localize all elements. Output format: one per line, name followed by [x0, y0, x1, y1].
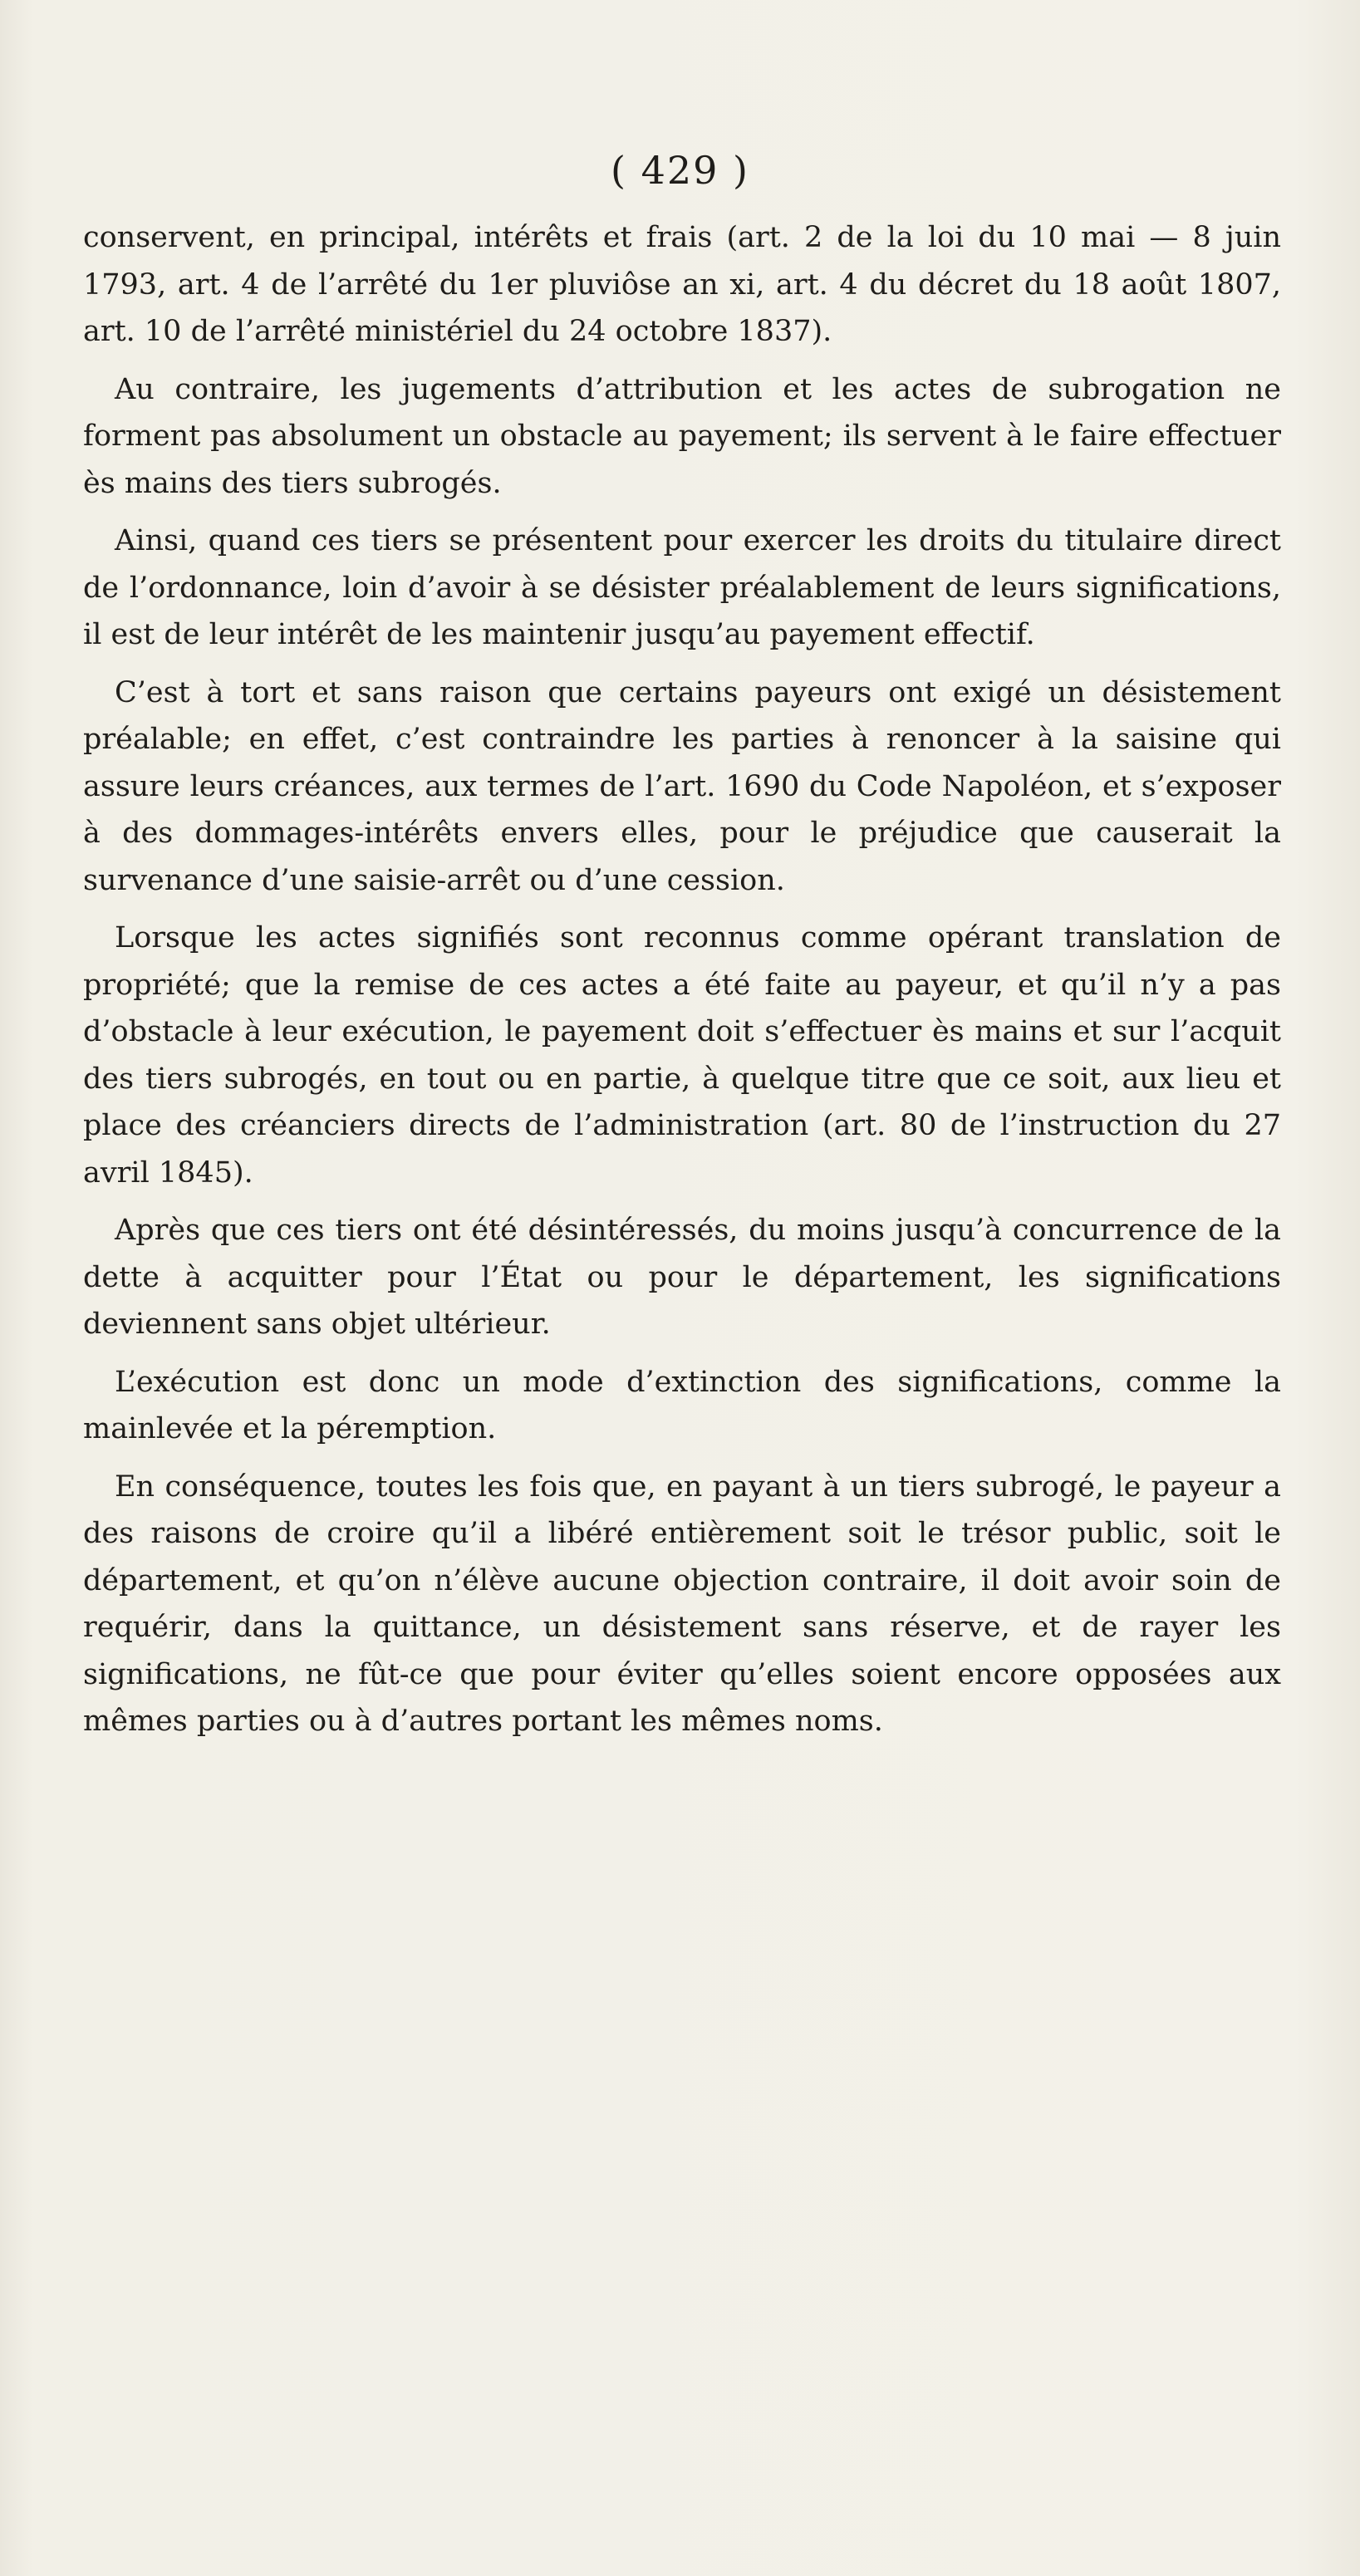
paragraph-5: Lorsque les actes signifiés sont reconnus comme opérant translation de propriété; que la remise de ces actes a été faite au payeur, et qu’il n’y a pas d’obstacle à leur exécution, le payement doit s’effectuer ès mains et sur l’acquit des tiers subrogés, en tout ou en partie, à quelque titre que ce soit, aux lieu et place des créanciers directs de l’administration (art. 80 de l’instruction du 27 avril 1845).	[83, 921, 1281, 1190]
paragraph-8: En conséquence, toutes les fois que, en payant à un tiers subrogé, le payeur a des raisons de croire qu’il a libéré entièrement soit le trésor public, soit le département, et qu’on n’élève aucune objection contraire, il doit avoir soin de requérir, dans la quittance, un désistement sans réserve, et de rayer les significations, ne fût-ce que pour éviter qu’elles soient encore opposées aux mêmes parties ou à d’autres portant les mêmes noms.	[83, 1470, 1281, 1738]
paragraph-1: conservent, en principal, intérêts et frais (art. 2 de la loi du 10 mai — 8 juin 1793, art. 4 de l’arrêté du 1er pluviôse an xi, art. 4 du décret du 18 août 1807, art. 10 de l’arrêté ministériel du 24 octobre 1837).	[83, 221, 1281, 348]
paragraph-4: C’est à tort et sans raison que certains payeurs ont exigé un désistement préalable; en effet, c’est contraindre les parties à renoncer à la saisine qui assure leurs créances, aux termes de l’art. 1690 du Code Napoléon, et s’exposer à des dommages-intérêts envers elles, pour le préjudice que causerait la survenance d’une saisie-arrêt ou d’une cession.	[83, 675, 1281, 897]
body-text	[83, 214, 1281, 1756]
paragraph-3: Ainsi, quand ces tiers se présentent pour exercer les droits du titulaire direct de l’ordonnance, loin d’avoir à se désister préalablement de leurs significations, il est de leur intérêt de les maintenir jusqu’au payement effectif.	[83, 524, 1281, 651]
paragraph-6: Après que ces tiers ont été désintéressés, du moins jusqu’à concurrence de la dette à acquitter pour l’État ou pour le département, les significations deviennent sans objet ultérieur.	[83, 1214, 1281, 1341]
page-number: ( 429 )	[611, 148, 749, 193]
paragraph-2: Au contraire, les jugements d’attribution et les actes de subrogation ne forment pas absolument un obstacle au payement; ils servent à le faire effectuer ès mains des tiers subrogés.	[83, 372, 1281, 500]
paragraph-7: L’exécution est donc un mode d’extinction des significations, comme la mainlevée et la péremption.	[83, 1365, 1281, 1445]
